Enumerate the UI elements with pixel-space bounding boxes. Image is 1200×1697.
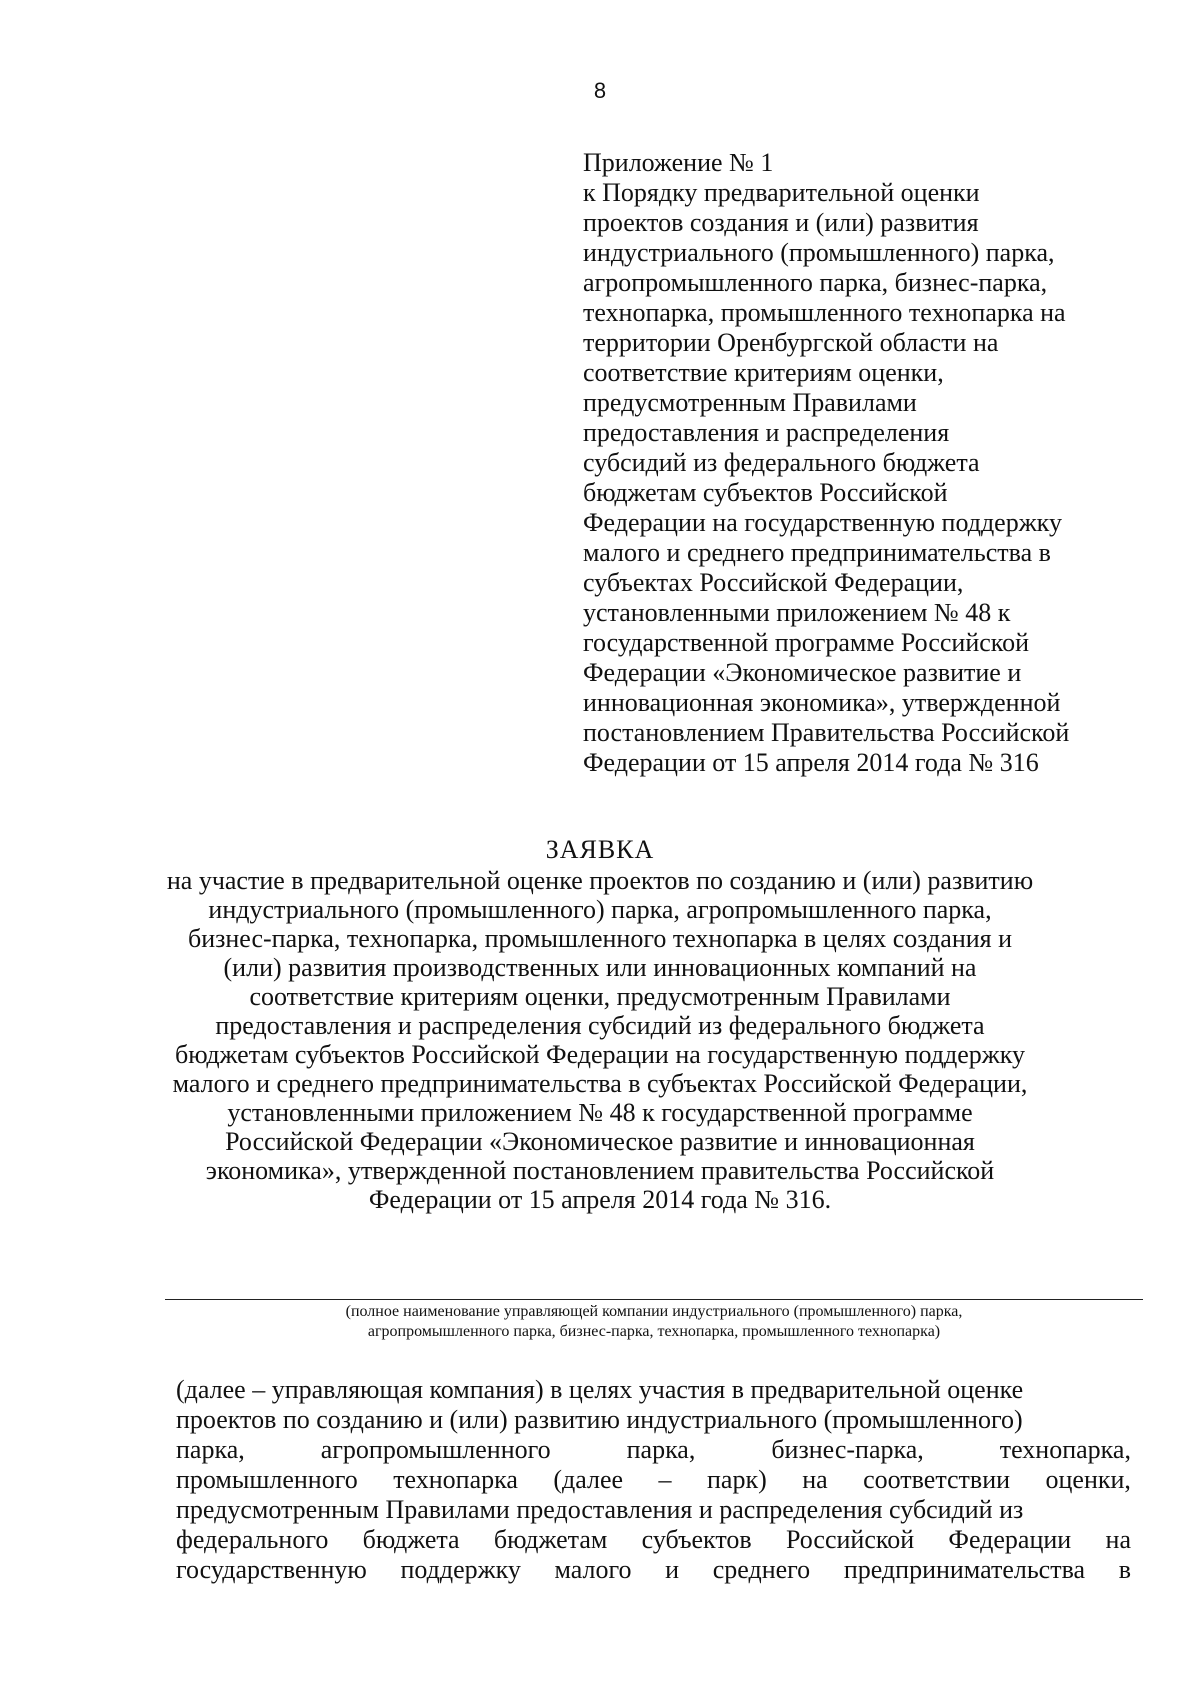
appendix-line: к Порядку предварительной оценки [583, 178, 980, 207]
body-word: парк) [706, 1465, 767, 1494]
appendix-line: Федерации «Экономическое развитие и [583, 658, 1022, 687]
body-word: и [665, 1555, 680, 1584]
appendix-line: территории Оренбургской области на [583, 328, 999, 357]
appendix-line: проектов создания и (или) развития [583, 208, 979, 237]
body-line: предусмотренным Правилами предоставления и распределения субсидий из [176, 1495, 1024, 1524]
body-line: проектов по созданию и (или) развитию индустриального (промышленного) [176, 1405, 1023, 1434]
body-word: оценки, [1045, 1465, 1131, 1494]
body-word: соответствии [863, 1465, 1011, 1494]
body-word: бизнес-парка, [771, 1435, 924, 1464]
appendix-line: малого и среднего предпринимательства в [583, 538, 1051, 567]
application-heading: ЗАЯВКА [545, 835, 655, 864]
body-line: (далее – управляющая компания) в целях участия в предварительной оценке [176, 1375, 1024, 1404]
body-word: среднего [712, 1555, 811, 1584]
body-word: субъектов [641, 1525, 752, 1554]
caption-line: агропромышленного парка, бизнес-парка, технопарка, промышленного технопарка) [367, 1323, 941, 1340]
appendix-line: соответствие критериям оценки, [583, 358, 944, 387]
appendix-line: Федерации на государственную поддержку [583, 508, 1062, 537]
appendix-line: инновационная экономика», утвержденной [583, 688, 1061, 717]
body-line-justified [176, 1465, 1131, 1495]
body-word: бюджетам [493, 1525, 608, 1554]
appendix-line: технопарка, промышленного технопарка на [583, 298, 1066, 327]
appendix-line: субсидий из федерального бюджета [583, 448, 980, 477]
body-word: парка, [626, 1435, 696, 1464]
body-line-justified [176, 1555, 1131, 1585]
appendix-line: предусмотренным Правилами [583, 388, 917, 417]
appendix-line: государственной программе Российской [583, 628, 1029, 657]
application-title-line: индустриального (промышленного) парка, агропромышленного парка, [208, 895, 992, 924]
body-word: предпринимательства [843, 1555, 1086, 1584]
application-title-line: Российской Федерации «Экономическое развитие и инновационная [225, 1127, 975, 1156]
application-title-line: установленными приложением № 48 к государственной программе [227, 1098, 973, 1127]
body-paragraph [176, 1375, 1131, 1585]
appendix-line: бюджетам субъектов Российской [583, 478, 948, 507]
body-word: федерального [176, 1525, 329, 1554]
appendix-line: индустриального (промышленного) парка, [583, 238, 1055, 267]
appendix-line: агропромышленного парка, бизнес-парка, [583, 268, 1048, 297]
body-word: (далее [553, 1465, 624, 1494]
body-word: государственную [176, 1555, 367, 1584]
application-title-line: предоставления и распределения субсидий из федерального бюджета [215, 1011, 985, 1040]
appendix-line: постановлением Правительства Российской [583, 718, 1070, 747]
body-word: – [658, 1465, 672, 1494]
application-title-line: экономика», утвержденной постановлением правительства Российской [205, 1156, 995, 1185]
company-name-fill-line [165, 1299, 1143, 1300]
body-word: бюджета [362, 1525, 460, 1554]
appendix-line: Приложение № 1 [583, 148, 774, 177]
application-title-line: соответствие критериям оценки, предусмотренным Правилами [249, 982, 951, 1011]
caption-line: (полное наименование управляющей компании индустриального (промышленного) парка, [345, 1303, 963, 1320]
body-word: промышленного [176, 1465, 358, 1494]
company-name-caption [165, 1302, 1143, 1342]
page-number: 8 [593, 78, 607, 103]
body-word: технопарка [393, 1465, 518, 1494]
application-title-line: (или) развития производственных или инновационных компаний на [223, 953, 977, 982]
application-title-line: на участие в предварительной оценке проектов по созданию и (или) развитию [166, 866, 1034, 895]
appendix-line: субъектах Российской Федерации, [583, 568, 964, 597]
body-word: Российской [785, 1525, 915, 1554]
application-title-block [120, 835, 1080, 1214]
body-line-justified [176, 1435, 1131, 1465]
body-word: Федерации [948, 1525, 1072, 1554]
appendix-line: Федерации от 15 апреля 2014 года № 316 [583, 748, 1039, 777]
application-title-line: бизнес-парка, технопарка, промышленного технопарка в целях создания и [187, 924, 1013, 953]
body-word: технопарка, [999, 1435, 1131, 1464]
body-word: в [1118, 1555, 1131, 1584]
body-word: парка, [176, 1435, 245, 1464]
body-line-justified [176, 1525, 1131, 1555]
body-word: поддержку [400, 1555, 521, 1584]
body-word: малого [554, 1555, 632, 1584]
appendix-line: предоставления и распределения [583, 418, 950, 447]
appendix-reference [583, 148, 1143, 778]
body-word: на [1105, 1525, 1131, 1554]
body-word: агропромышленного [320, 1435, 551, 1464]
application-title-line: бюджетам субъектов Российской Федерации на государственную поддержку [175, 1040, 1025, 1069]
application-title-line: малого и среднего предпринимательства в субъектах Российской Федерации, [172, 1069, 1028, 1098]
application-title-line: Федерации от 15 апреля 2014 года № 316. [368, 1185, 832, 1214]
body-word: на [802, 1465, 828, 1494]
appendix-line: установленными приложением № 48 к [583, 598, 1011, 627]
